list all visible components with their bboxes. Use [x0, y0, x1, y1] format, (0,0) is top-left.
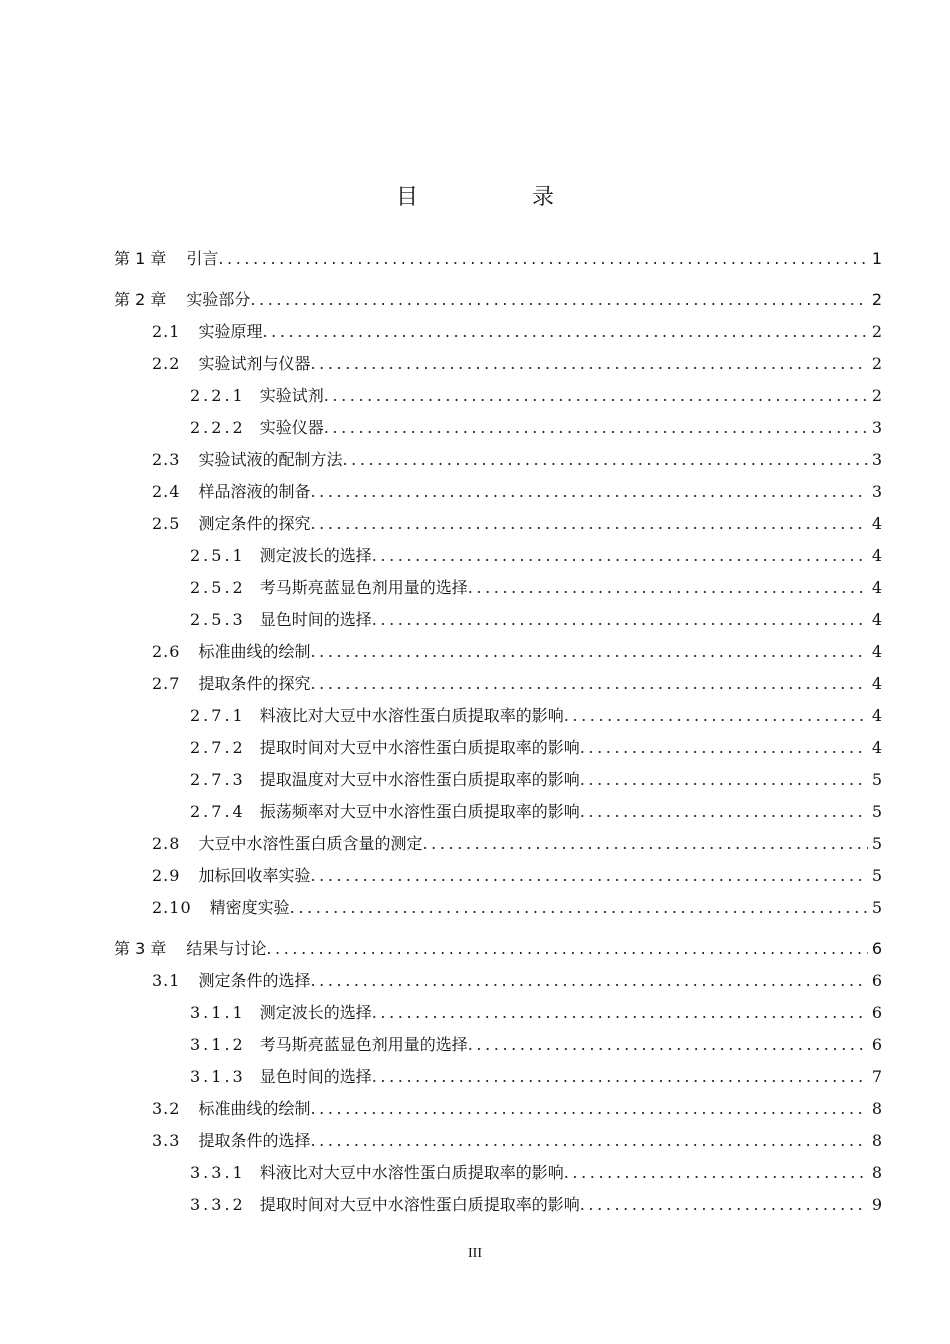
toc-entry-page: 3 — [871, 418, 882, 437]
toc-entry-title: 实验试液的配制方法 — [198, 450, 343, 469]
toc-entry[interactable] — [114, 700, 882, 732]
toc-entry-number: 2.7.1 — [190, 706, 246, 725]
toc-entry-number: 2.7.3 — [190, 770, 246, 789]
toc-entry-title: 测定波长的选择 — [259, 1003, 372, 1022]
dot-leader — [422, 828, 867, 860]
dot-leader — [372, 604, 868, 636]
dot-leader — [310, 476, 867, 508]
toc-entry-title: 精密度实验 — [209, 898, 290, 917]
toc-entry-page: 2 — [871, 386, 882, 405]
toc-entry-number: 2.10 — [152, 898, 192, 917]
toc-entry[interactable] — [114, 508, 882, 540]
toc-entry-number: 第 3 章 — [114, 939, 167, 958]
toc-entry[interactable] — [114, 1157, 882, 1189]
toc-entry-title: 提取条件的选择 — [198, 1131, 311, 1150]
dot-leader — [580, 796, 868, 828]
toc-entry-page: 2 — [871, 322, 882, 341]
toc-entry-page: 5 — [871, 898, 882, 917]
toc-entry-page: 8 — [871, 1099, 882, 1118]
toc-entry-title: 引言 — [186, 249, 219, 268]
toc-entry-title: 实验试剂与仪器 — [198, 354, 311, 373]
toc-entry-title: 结果与讨论 — [186, 939, 267, 958]
dot-leader — [564, 700, 868, 732]
toc-entry-number: 3.1.3 — [190, 1067, 246, 1086]
toc-entry-number: 2.7.2 — [190, 738, 246, 757]
toc-entry[interactable] — [114, 1093, 882, 1125]
toc-entry-title: 提取时间对大豆中水溶性蛋白质提取率的影响 — [259, 738, 580, 757]
toc-entry-page: 3 — [871, 450, 882, 469]
toc-entry-title: 显色时间的选择 — [259, 610, 372, 629]
toc-entry-title: 实验部分 — [186, 290, 251, 309]
toc-entry[interactable] — [114, 796, 882, 828]
toc-entry-title: 料液比对大豆中水溶性蛋白质提取率的影响 — [259, 706, 564, 725]
toc-entry-page: 9 — [871, 1195, 882, 1214]
toc-entry[interactable] — [114, 284, 882, 316]
toc-entry-number: 2.5 — [152, 514, 181, 533]
dot-leader — [310, 348, 867, 380]
toc-entry[interactable] — [114, 1125, 882, 1157]
toc-entry-page: 4 — [871, 738, 882, 757]
toc-entry[interactable] — [114, 764, 882, 796]
dot-leader — [468, 572, 868, 604]
toc-entry-page: 8 — [871, 1131, 882, 1150]
dot-leader — [266, 933, 867, 965]
toc-entry[interactable] — [114, 828, 882, 860]
dot-leader — [310, 860, 867, 892]
toc-entry-page: 7 — [871, 1067, 882, 1086]
toc-entry-number: 2.3 — [152, 450, 181, 469]
toc-entry-page: 4 — [871, 610, 882, 629]
toc-entry-number: 2.5.2 — [190, 578, 246, 597]
dot-leader — [564, 1157, 868, 1189]
toc-entry[interactable] — [114, 732, 882, 764]
toc-entry[interactable] — [114, 572, 882, 604]
toc-entry-page: 5 — [871, 866, 882, 885]
toc-entry-page: 1 — [871, 249, 882, 268]
toc-entry[interactable] — [114, 860, 882, 892]
toc-entry[interactable] — [114, 316, 882, 348]
toc-entry-number: 2.6 — [152, 642, 181, 661]
dot-leader — [580, 732, 868, 764]
page-title: 目 录 — [395, 185, 600, 210]
toc-entry-page: 4 — [871, 578, 882, 597]
toc-entry[interactable] — [114, 1029, 882, 1061]
toc-entry[interactable] — [114, 604, 882, 636]
toc-entry-page: 3 — [871, 482, 882, 501]
toc-entry-page: 4 — [871, 674, 882, 693]
toc-entry-number: 3.2 — [152, 1099, 181, 1118]
toc-entry-number: 2.4 — [152, 482, 181, 501]
toc-entry-page: 6 — [871, 939, 882, 958]
toc-entry-title: 提取温度对大豆中水溶性蛋白质提取率的影响 — [259, 770, 580, 789]
dot-leader — [250, 284, 867, 316]
toc-entry-title: 实验试剂 — [259, 386, 324, 405]
dot-leader — [324, 412, 868, 444]
toc-entry[interactable] — [114, 444, 882, 476]
dot-leader — [218, 243, 867, 275]
toc-entry-number: 3.1.1 — [190, 1003, 246, 1022]
toc-entry-page: 2 — [871, 290, 882, 309]
table-of-contents — [114, 243, 882, 1221]
dot-leader — [372, 997, 868, 1029]
dot-leader — [580, 764, 868, 796]
toc-entry-title: 测定条件的探究 — [198, 514, 311, 533]
toc-entry-page: 5 — [871, 802, 882, 821]
dot-leader — [310, 1125, 867, 1157]
toc-entry[interactable] — [114, 636, 882, 668]
toc-entry-title: 考马斯亮蓝显色剂用量的选择 — [259, 1035, 468, 1054]
toc-entry-title: 显色时间的选择 — [259, 1067, 372, 1086]
toc-entry[interactable] — [114, 348, 882, 380]
toc-entry-number: 3.3.2 — [190, 1195, 246, 1214]
toc-entry[interactable] — [114, 243, 882, 275]
toc-entry-title: 标准曲线的绘制 — [198, 642, 311, 661]
toc-entry[interactable] — [114, 933, 882, 965]
toc-entry-number: 第 1 章 — [114, 249, 167, 268]
toc-entry-page: 5 — [871, 770, 882, 789]
toc-entry-page: 4 — [871, 706, 882, 725]
dot-leader — [580, 1189, 868, 1221]
toc-entry[interactable] — [114, 380, 882, 412]
toc-entry-title: 提取条件的探究 — [198, 674, 311, 693]
toc-entry-title: 样品溶液的制备 — [198, 482, 311, 501]
toc-entry[interactable] — [114, 540, 882, 572]
page-number: III — [468, 1246, 482, 1261]
toc-entry-number: 2.7 — [152, 674, 181, 693]
toc-entry-page: 4 — [871, 642, 882, 661]
toc-entry-page: 5 — [871, 834, 882, 853]
toc-entry[interactable] — [114, 997, 882, 1029]
toc-entry-number: 3.1.2 — [190, 1035, 246, 1054]
dot-leader — [310, 1093, 867, 1125]
toc-entry[interactable] — [114, 412, 882, 444]
toc-entry-page: 6 — [871, 1035, 882, 1054]
dot-leader — [310, 636, 867, 668]
toc-entry-number: 2.5.1 — [190, 546, 246, 565]
dot-leader — [372, 1061, 868, 1093]
toc-entry[interactable] — [114, 892, 882, 924]
toc-entry-page: 4 — [871, 514, 882, 533]
toc-entry-number: 2.9 — [152, 866, 181, 885]
toc-entry-title: 加标回收率实验 — [198, 866, 311, 885]
toc-entry-number: 2.2 — [152, 354, 181, 373]
toc-entry-number: 3.3.1 — [190, 1163, 246, 1182]
toc-entry-number: 2.2.1 — [190, 386, 246, 405]
toc-entry[interactable] — [114, 476, 882, 508]
toc-entry-page: 8 — [871, 1163, 882, 1182]
toc-entry-number: 2.8 — [152, 834, 181, 853]
toc-entry-title: 实验原理 — [198, 322, 263, 341]
toc-entry-number: 3.3 — [152, 1131, 181, 1150]
dot-leader — [290, 892, 868, 924]
toc-entry-title: 考马斯亮蓝显色剂用量的选择 — [259, 578, 468, 597]
toc-entry-page: 6 — [871, 1003, 882, 1022]
dot-leader — [324, 380, 868, 412]
toc-entry-page: 6 — [871, 971, 882, 990]
toc-entry-title: 实验仪器 — [259, 418, 324, 437]
toc-entry-title: 提取时间对大豆中水溶性蛋白质提取率的影响 — [259, 1195, 580, 1214]
dot-leader — [342, 444, 867, 476]
toc-entry-title: 测定波长的选择 — [259, 546, 372, 565]
toc-entry-page: 4 — [871, 546, 882, 565]
toc-entry-number: 3.1 — [152, 971, 181, 990]
toc-entry[interactable] — [114, 668, 882, 700]
toc-entry-page: 2 — [871, 354, 882, 373]
dot-leader — [310, 508, 867, 540]
dot-leader — [262, 316, 867, 348]
dot-leader — [310, 965, 867, 997]
toc-entry-title: 振荡频率对大豆中水溶性蛋白质提取率的影响 — [259, 802, 580, 821]
dot-leader — [372, 540, 868, 572]
toc-entry-number: 2.2.2 — [190, 418, 246, 437]
toc-entry-title: 大豆中水溶性蛋白质含量的测定 — [198, 834, 423, 853]
toc-entry-title: 标准曲线的绘制 — [198, 1099, 311, 1118]
dot-leader — [310, 668, 867, 700]
toc-entry[interactable] — [114, 1061, 882, 1093]
toc-entry[interactable] — [114, 1189, 882, 1221]
toc-entry[interactable] — [114, 965, 882, 997]
toc-entry-number: 第 2 章 — [114, 290, 167, 309]
toc-entry-number: 2.5.3 — [190, 610, 246, 629]
toc-entry-title: 测定条件的选择 — [198, 971, 311, 990]
toc-entry-number: 2.7.4 — [190, 802, 246, 821]
toc-entry-number: 2.1 — [152, 322, 181, 341]
toc-entry-title: 料液比对大豆中水溶性蛋白质提取率的影响 — [259, 1163, 564, 1182]
dot-leader — [468, 1029, 868, 1061]
